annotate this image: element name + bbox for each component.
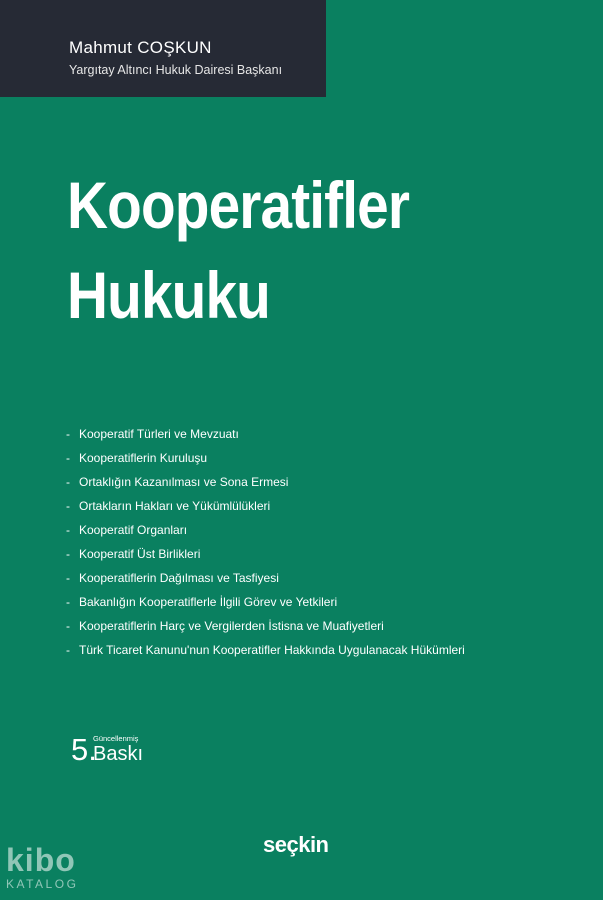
watermark-logo: [6, 842, 79, 891]
topic-label: Bakanlığın Kooperatiflerle İlgili Görev ve Yetkileri: [79, 595, 338, 609]
edition-label: Baskı: [93, 743, 144, 765]
bullet-dash: -: [66, 643, 70, 657]
bullet-dash: -: [66, 619, 70, 633]
topic-item: [66, 473, 465, 497]
watermark-main: kibo: [6, 842, 76, 878]
publisher-logo: seçkin: [263, 832, 329, 857]
topic-item: [66, 497, 465, 521]
topic-label: Kooperatif Türleri ve Mevzuatı: [79, 427, 239, 441]
topic-list: [66, 425, 465, 665]
watermark-sub: KATALOG: [6, 877, 79, 891]
book-title-line-2: Hukuku: [67, 258, 270, 332]
bullet-dash: -: [66, 595, 70, 609]
topic-label: Kooperatiflerin Kuruluşu: [79, 451, 208, 465]
author-box: [0, 0, 326, 97]
edition-number: 5.: [71, 732, 97, 767]
topic-item: [66, 569, 465, 593]
book-title-line-1: Kooperatifler: [67, 168, 410, 242]
bullet-dash: -: [66, 475, 70, 489]
topic-label: Kooperatiflerin Dağılması ve Tasfiyesi: [79, 571, 279, 585]
bullet-dash: -: [66, 451, 70, 465]
bullet-dash: -: [66, 571, 70, 585]
topic-label: Ortaklığın Kazanılması ve Sona Ermesi: [79, 475, 289, 489]
bullet-dash: -: [66, 499, 70, 513]
topic-item: [66, 545, 465, 569]
bullet-dash: -: [66, 523, 70, 537]
bullet-dash: -: [66, 547, 70, 561]
topic-label: Kooperatif Organları: [79, 523, 188, 537]
topic-label: Kooperatif Üst Birlikleri: [79, 547, 201, 561]
author-name: Mahmut COŞKUN: [69, 38, 212, 57]
topic-label: Kooperatiflerin Harç ve Vergilerden İstisna ve Muafiyetleri: [79, 619, 384, 633]
topic-item: [66, 449, 465, 473]
topic-item: [66, 425, 465, 449]
bullet-dash: -: [66, 427, 70, 441]
edition-badge: [71, 732, 191, 768]
topic-item: [66, 641, 465, 665]
edition-qualifier: Güncellenmiş: [93, 734, 139, 743]
topic-item: [66, 521, 465, 545]
author-title: Yargıtay Altıncı Hukuk Dairesi Başkanı: [69, 63, 283, 77]
topic-label: Ortakların Hakları ve Yükümlülükleri: [79, 499, 271, 513]
book-title: [67, 160, 409, 340]
topic-item: [66, 617, 465, 641]
topic-label: Türk Ticaret Kanunu'nun Kooperatifler Hakkında Uygulanacak Hükümleri: [79, 643, 465, 657]
topic-item: [66, 593, 465, 617]
